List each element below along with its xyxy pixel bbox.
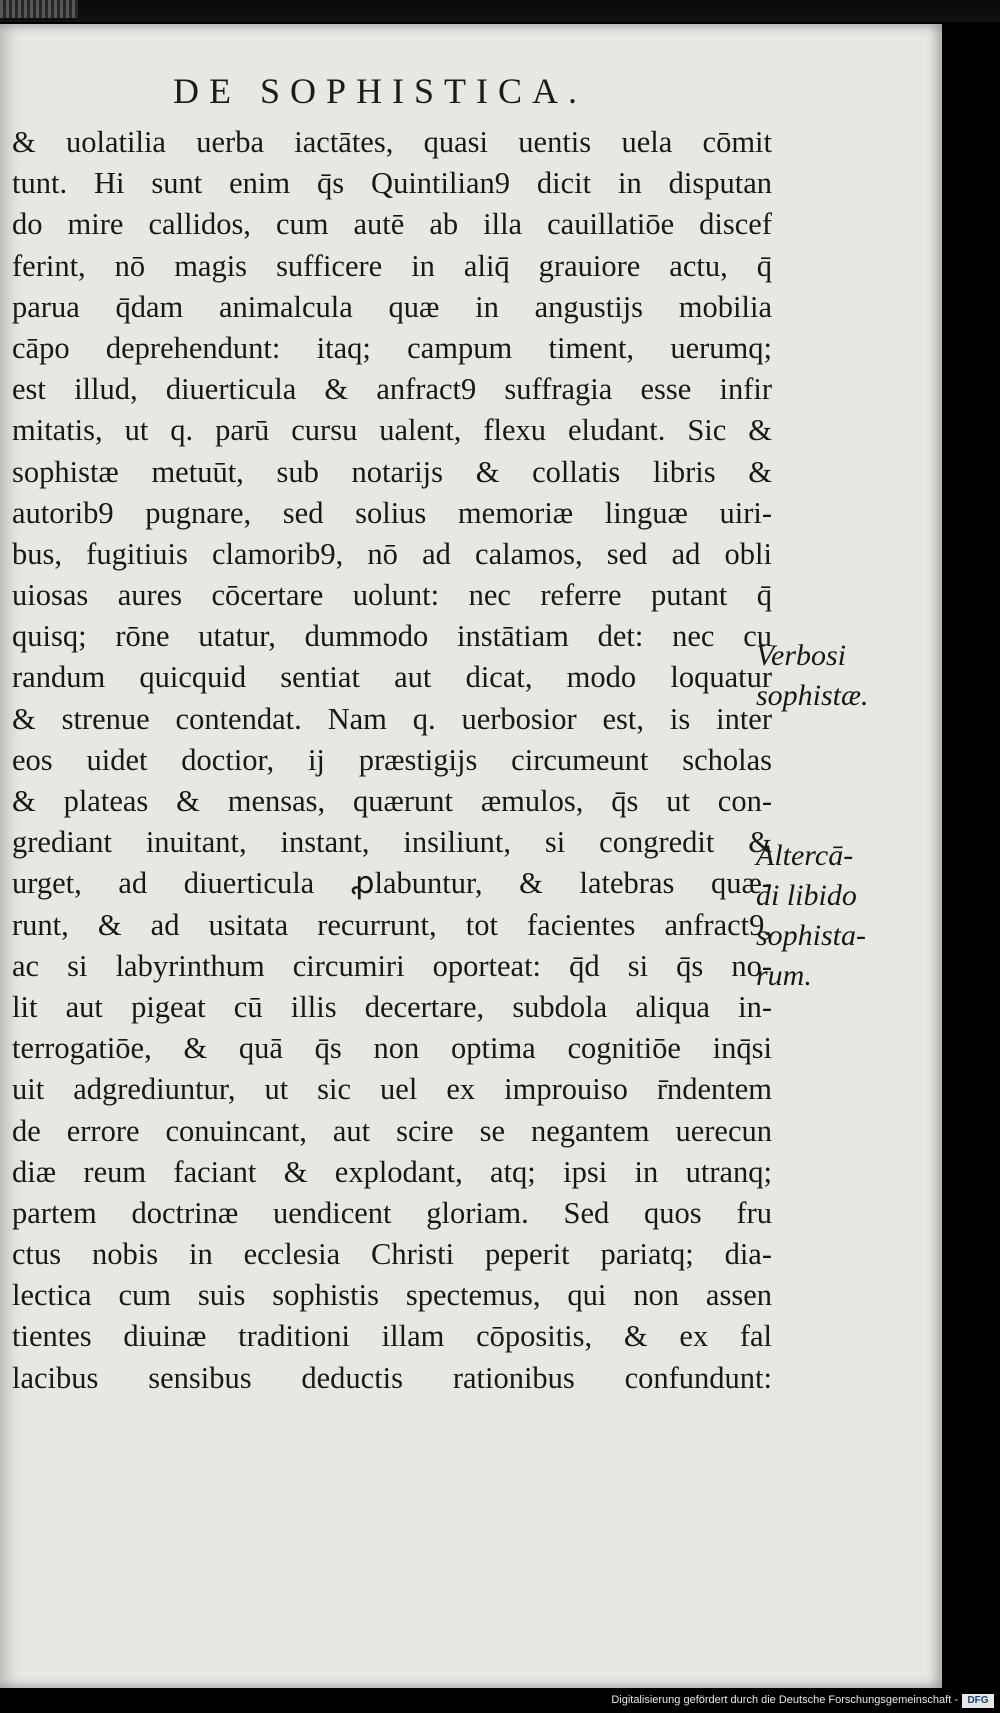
page-title: DE SOPHISTICA.	[172, 71, 588, 111]
footer-bar	[0, 1691, 1000, 1713]
text-line: do mire callidos, cum autē ab illa cauillatiōe discef	[12, 207, 772, 242]
top-strip	[0, 0, 1000, 22]
text-line: runt, & ad usitata recurrunt, tot facientes anfract9,	[12, 907, 772, 942]
text-line: quisq; rōne utatur, dummodo instātiam det: nec cu	[12, 619, 772, 654]
funding-credit: Digitalisierung gefördert durch die Deutsche Forschungsgemeinschaft -	[611, 1694, 958, 1706]
text-line: ferint, nō magis sufficere in aliq̄ grauiore actu, q̄	[12, 248, 772, 283]
text-line: mitatis, ut q. parū cursu ualent, flexu eludant. Sic &	[12, 413, 772, 448]
text-line: & plateas & mensas, quærunt æmulos, q̄s ut con-	[12, 784, 772, 818]
text-line: lacibus sensibus deductis rationibus confundunt:	[12, 1360, 772, 1395]
margin-note-altercandi	[756, 836, 940, 996]
text-line: diæ reum faciant & explodant, atq; ipsi in utranq;	[12, 1154, 772, 1189]
text-line: partem doctrinæ uendicent gloriam. Sed quos fru	[12, 1195, 772, 1230]
text-line: parua q̄dam animalcula quæ in angustijs mobilia	[12, 289, 772, 324]
text-line: de errore conuincant, aut scire se negantem uerecun	[12, 1113, 772, 1148]
margin-note-line: Altercā-	[756, 839, 854, 872]
text-line: uiosas aures cōcertare uolunt: nec referre putant q̄	[12, 578, 772, 613]
text-line: grediant inuitant, instant, insiliunt, si congredit &	[12, 825, 772, 860]
text-line: lit aut pigeat cū illis decertare, subdola aliqua in-	[12, 989, 772, 1024]
scanner-edge-artifact	[0, 0, 78, 18]
text-line: randum quicquid sentiat aut dicat, modo loquatur	[12, 660, 772, 695]
text-line: autorib9 pugnare, sed solius memoriæ linguæ uiri-	[12, 495, 772, 530]
text-line: eos uidet doctior, ij præstigijs circumeunt scholas	[12, 742, 772, 777]
text-line: est illud, diuerticula & anfract9 suffragia esse infir	[12, 372, 772, 407]
body-text	[12, 122, 772, 1399]
text-line: lectica cum suis sophistis spectemus, qui non assen	[12, 1278, 772, 1313]
text-line: uit adgrediuntur, ut sic uel ex improuiso r̄ndentem	[12, 1072, 772, 1107]
text-line: & uolatilia uerba iactātes, quasi uentis uela cōmit	[12, 125, 772, 159]
margin-note-line: rum.	[756, 959, 812, 992]
margin-note-line: sophista-	[756, 919, 867, 952]
margin-note-line: di libido	[756, 879, 857, 912]
text-line: bus, fugitiuis clamorib9, nō ad calamos, sed ad obli	[12, 536, 772, 571]
book-page	[0, 24, 942, 1688]
text-line: tientes diuinæ traditioni illam cōpositis, & ex fal	[12, 1319, 772, 1354]
text-line: ctus nobis in ecclesia Christi peperit pariatq; dia-	[12, 1237, 772, 1272]
text-line: tunt. Hi sunt enim q̄s Quintilian9 dicit in disputan	[12, 166, 772, 201]
text-line: cāpo deprehendunt: itaq; campum timent, uerumq;	[12, 330, 772, 365]
margin-note-line: sophistæ.	[756, 679, 869, 712]
text-line: & strenue contendat. Nam q. uerbosior est, is inter	[12, 701, 772, 736]
text-line: urget, ad diuerticula ꝓlabuntur, & latebras quæ-	[12, 866, 772, 901]
text-line: ac si labyrinthum circumiri oporteat: q̄d si q̄s no-	[12, 948, 772, 983]
text-line: terrogatiōe, & quā q̄s non optima cognitiōe inq̄si	[12, 1031, 772, 1066]
margin-note-verbosi	[756, 636, 940, 716]
margin-note-line: Verbosi	[756, 639, 846, 672]
dfg-logo-icon: DFG	[962, 1694, 994, 1708]
text-line: sophistæ metuūt, sub notarijs & collatis libris &	[12, 454, 772, 489]
